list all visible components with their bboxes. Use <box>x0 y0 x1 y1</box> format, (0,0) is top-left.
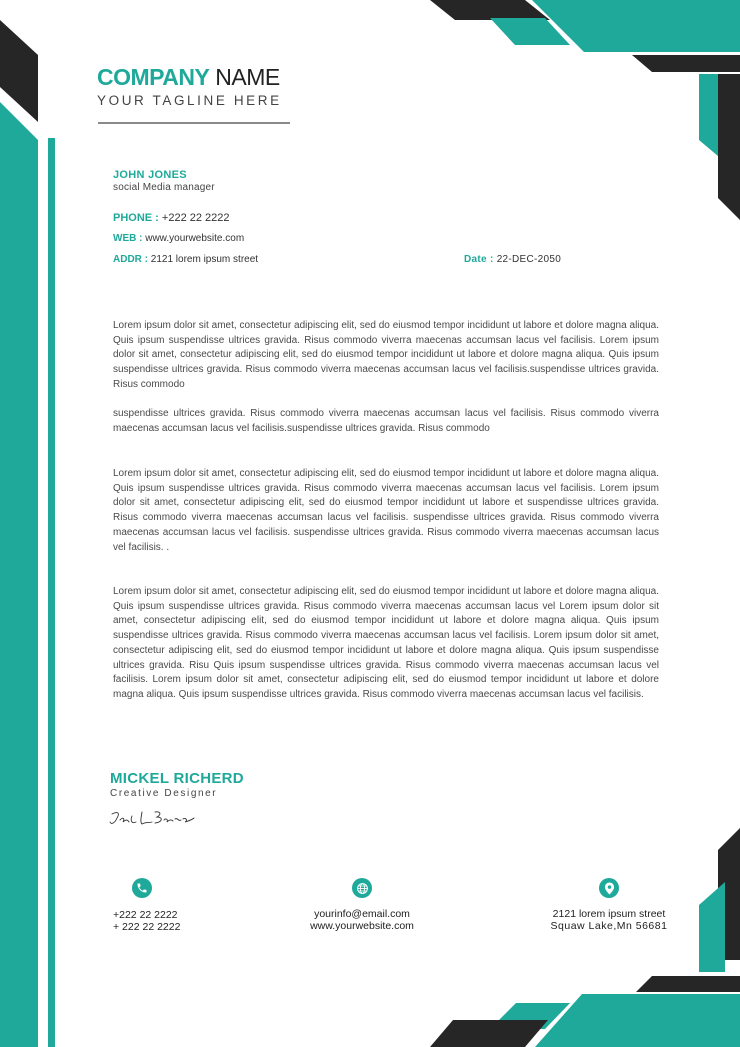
left-teal-bar <box>0 102 38 1047</box>
top-dark-shape <box>430 0 550 20</box>
logo-divider <box>98 122 290 124</box>
left-dark-corner <box>0 20 38 122</box>
top-dark-band <box>632 55 740 72</box>
sender-role: social Media manager <box>113 182 215 193</box>
bottom-dark-band <box>636 976 740 992</box>
right-dark-block <box>718 74 740 220</box>
phone-label: PHONE : <box>113 212 159 224</box>
footer-website: www.yourwebsite.com <box>310 920 414 932</box>
body-paragraph-1: Lorem ipsum dolor sit amet, consectetur adipiscing elit, sed do eiusmod tempor incididunt ut labore et dolore magna aliqua. Quis ipsum suspendisse ultrices gravida. Risus commodo viverra maecenas accumsan lacus vel facilisis. Lorem ipsum dolor sit amet, consectetur adipiscing elit, sed do eiusmod tempor incididunt ut labore et dolore magna aliqua. Quis ipsum suspendisse ultrices gravida. Risus commodo viverra maecenas accumsan lacus vel facilisis.suspendisse ultrices gravida. Risus commodo <box>113 320 659 390</box>
right-bottom-teal <box>699 882 725 972</box>
date-value: 22-DEC-2050 <box>496 254 562 265</box>
footer-email: yourinfo@email.com <box>314 908 410 920</box>
contact-web <box>113 233 244 244</box>
phone-value: +222 22 2222 <box>161 212 230 224</box>
web-label: WEB : <box>113 233 143 244</box>
contact-phone <box>113 212 230 224</box>
footer-address-line-2: Squaw Lake,Mn 56681 <box>550 920 668 932</box>
signature-image <box>108 808 198 830</box>
company-tagline: YOUR TAGLINE HERE <box>97 93 282 108</box>
footer-address-line-1: 2121 lorem ipsum street <box>552 908 666 920</box>
date-label: Date : <box>464 254 494 265</box>
bottom-dark-shape <box>430 1020 548 1047</box>
addr-value: 2121 lorem ipsum street <box>150 254 259 265</box>
sender-name: JOHN JONES <box>113 169 187 181</box>
footer-phone-1: +222 22 2222 <box>113 909 178 921</box>
signer-name: MICKEL RICHERD <box>110 770 244 787</box>
sender-block <box>113 169 215 193</box>
signer-role: Creative Designer <box>110 788 218 799</box>
globe-icon <box>352 878 372 898</box>
body-paragraph-2: suspendisse ultrices gravida. Risus commodo viverra maecenas accumsan lacus vel facilisis. Risus commodo viverra maecenas accumsan lacus vel facilisis.suspendisse ultrices gravida. Risus commodo <box>113 408 659 434</box>
contact-address <box>113 254 258 265</box>
body-paragraph-4: Lorem ipsum dolor sit amet, consectetur adipiscing elit, sed do eiusmod tempor incididunt ut labore et dolore magna aliqua. Quis ipsum suspendisse ultrices gravida. Risus commodo viverra maecenas accumsan lacus vel Lorem ipsum dolor sit amet, consectetur adipiscing elit, sed do eiusmod tempor incididunt ut labore et dolore magna aliqua. Quis ipsum suspendisse ultrices gravida. Risus commodo viverra maecenas accumsan lacus vel facilisis. Lorem ipsum dolor sit amet, consectetur adipiscing elit, sed do eiusmod tempor incididunt ut labore et dolore magna aliqua. Quis ipsum suspendisse ultrices gravida. Risu Quis ipsum suspendisse ultrices gravida. Risus commodo viverra maecenas accumsan lacus vel facilisis. Lorem ipsum dolor sit amet, consectetur adipiscing elit, sed do eiusmod tempor incididunt ut labore et dolore magna aliqua. Quis ipsum suspendisse ultrices gravida. Risus commodo viverra maecenas accumsan lacus vel facilisis. <box>113 586 659 700</box>
body-paragraph-3: Lorem ipsum dolor sit amet, consectetur adipiscing elit, sed do eiusmod tempor incididunt ut labore et dolore magna aliqua. Quis ipsum suspendisse ultrices gravida. Risus commodo viverra maecenas accumsan lacus vel facilisis. Lorem ipsum dolor sit amet, consectetur adipiscing elit, sed do eiusmod tempor incididunt ut labore et suspendisse ultrices gravida. Risus commodo viverra maecenas accumsan lacus vel facilisis. suspendisse ultrices gravida. Risus commodo viverra maecenas accumsan lacus vel facilisis. suspendisse ultrices gravida. Risus commodo viverra maecenas accumsan lacus vel facilisis. . <box>113 468 659 553</box>
bottom-teal-band <box>535 994 740 1047</box>
location-pin-icon <box>599 878 619 898</box>
footer-address <box>530 908 688 932</box>
web-value: www.yourwebsite.com <box>145 233 245 244</box>
left-thin-teal-bar <box>48 138 55 1047</box>
company-logo <box>97 64 282 108</box>
letter-date <box>464 254 561 265</box>
footer-online <box>262 908 462 932</box>
addr-label: ADDR : <box>113 254 148 265</box>
company-name-light: NAME <box>215 64 280 90</box>
phone-icon <box>132 878 152 898</box>
footer-phones <box>113 909 180 933</box>
footer-phone-2: + 222 22 2222 <box>113 921 181 933</box>
signer-block <box>110 770 244 799</box>
company-name <box>97 64 282 90</box>
company-name-bold: COMPANY <box>97 64 210 90</box>
